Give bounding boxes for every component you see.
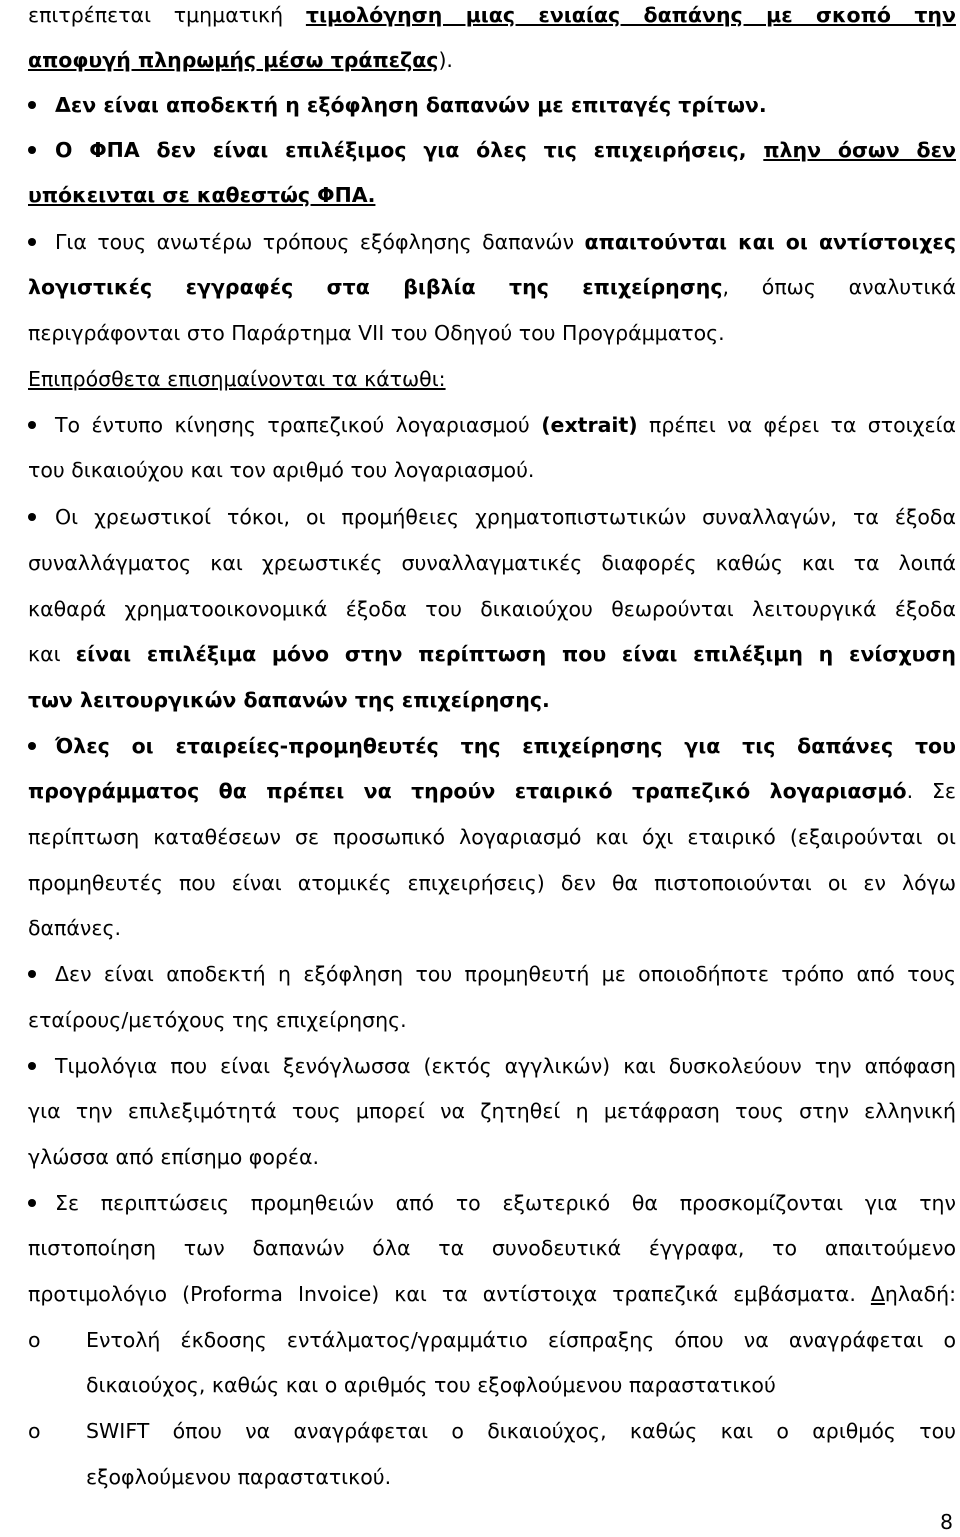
text-line: SWIFT όπου να αναγράφεται ο δικαιούχος, καθώς και ο αριθμός του [86, 1419, 956, 1443]
bullet-icon [28, 146, 36, 154]
bullet-icon [28, 742, 36, 750]
text-line: Για τους ανωτέρω τρόπους εξόφλησης δαπανών απαιτούνται και οι αντίστοιχες [55, 230, 956, 254]
text-line: Δεν είναι αποδεκτή η εξόφληση του προμηθευτή με οποιοδήποτε τρόπο από τους [55, 962, 956, 986]
text-line: γλώσσα από επίσημο φορέα. [28, 1145, 319, 1169]
text-line: αποφυγή πληρωμής μέσω τράπεζας). [28, 48, 453, 72]
text-line: περίπτωση καταθέσεων σε προσωπικό λογαριασμό και όχι εταιρικό (εξαιρούνται οι [28, 825, 956, 849]
text-line: και είναι επιλέξιμα μόνο στην περίπτωση που είναι επιλέξιμη η ενίσχυση [28, 642, 956, 666]
text-line: δαπάνες. [28, 916, 121, 940]
text-line: Ο ΦΠΑ δεν είναι επιλέξιμος για όλες τις επιχειρήσεις, πλην όσων δεν [55, 138, 956, 162]
sub-bullet-icon: o [28, 1419, 41, 1443]
text-line: του δικαιούχου και τον αριθμό του λογαριασμού. [28, 458, 535, 482]
bullet-icon [28, 513, 36, 521]
text-line: Τιμολόγια που είναι ξενόγλωσσα (εκτός αγγλικών) και δυσκολεύουν την απόφαση [55, 1054, 956, 1078]
text-line: Σε περιπτώσεις προμηθειών από το εξωτερικό θα προσκομίζονται για την [55, 1191, 956, 1215]
text-line: Δεν είναι αποδεκτή η εξόφληση δαπανών με επιταγές τρίτων. [55, 93, 767, 117]
bullet-icon [28, 1062, 36, 1070]
text-line: για την επιλεξιμότητά τους μπορεί να ζητηθεί η μετάφραση τους στην ελληνική [28, 1099, 956, 1123]
text-line: υπόκεινται σε καθεστώς ΦΠΑ. [28, 183, 376, 207]
bullet-icon [28, 1199, 36, 1207]
text-line: προτιμολόγιο (Proforma Invoice) και τα αντίστοιχα τραπεζικά εμβάσματα. Δηλαδή: [28, 1282, 956, 1306]
text-line: εξοφλούμενου παραστατικού. [86, 1465, 392, 1489]
text-line: Το έντυπο κίνησης τραπεζικού λογαριασμού (extrait) πρέπει να φέρει τα στοιχεία [55, 413, 956, 437]
text-line: πιστοποίηση των δαπανών όλα τα συνοδευτικά έγγραφα, το απαιτούμενο [28, 1236, 956, 1260]
text-line: συναλλάγματος και χρεωστικές συναλλαγματικές διαφορές καθώς και τα λοιπά [28, 551, 956, 575]
text-line: προμηθευτές που είναι ατομικές επιχειρήσεις) δεν θα πιστοποιούνται οι εν λόγω [28, 871, 956, 895]
text-line: των λειτουργικών δαπανών της επιχείρησης. [28, 688, 550, 712]
text-line: επιτρέπεται τμηματική τιμολόγηση μιας ενιαίας δαπάνης με σκοπό την [28, 3, 956, 27]
text-line: εταίρους/μετόχους της επιχείρησης. [28, 1008, 407, 1032]
text-line: προγράμματος θα πρέπει να τηρούν εταιρικό τραπεζικό λογαριασμό. Σε [28, 779, 956, 803]
page-number: 8 [940, 1510, 954, 1534]
text-line: καθαρά χρηματοοικονομικά έξοδα του δικαιούχου θεωρούνται λειτουργικά έξοδα [28, 597, 956, 621]
sub-bullet-icon: o [28, 1328, 41, 1352]
text-line: Εντολή έκδοσης εντάλματος/γραμμάτιο είσπραξης όπου να αναγράφεται ο [86, 1328, 956, 1352]
text-line: Οι χρεωστικοί τόκοι, οι προμήθειες χρηματοπιστωτικών συναλλαγών, τα έξοδα [55, 505, 956, 529]
bullet-icon [28, 970, 36, 978]
bullet-icon [28, 101, 36, 109]
text-line: λογιστικές εγγραφές στα βιβλία της επιχείρησης, όπως αναλυτικά [28, 275, 957, 299]
text-line: Όλες οι εταιρείες-προμηθευτές της επιχείρησης για τις δαπάνες του [55, 734, 956, 758]
text-line: περιγράφονται στο Παράρτημα VII του Οδηγού του Προγράμματος. [28, 321, 725, 345]
text-line: δικαιούχος, καθώς και ο αριθμός του εξοφλούμενου παραστατικού [86, 1373, 776, 1397]
intro-text: Επιπρόσθετα επισημαίνονται τα κάτωθι: [28, 367, 446, 391]
bullet-icon [28, 421, 36, 429]
bullet-icon [28, 238, 36, 246]
